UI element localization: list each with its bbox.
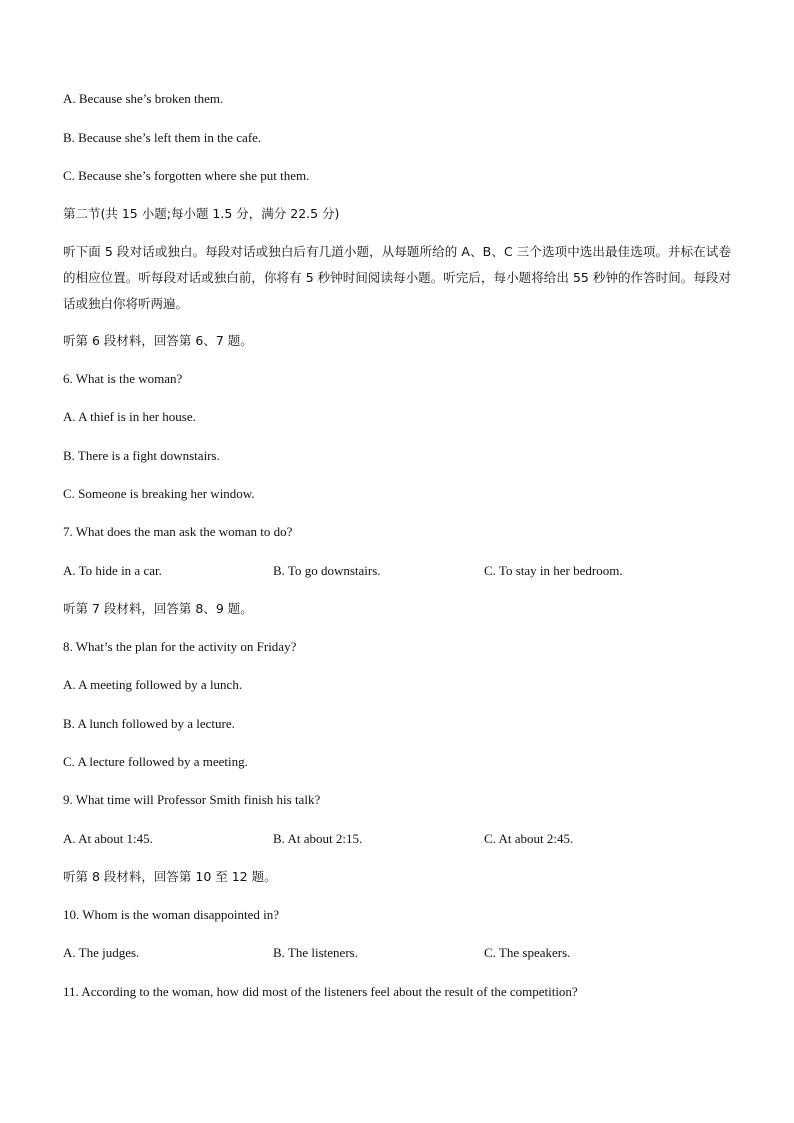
q5-option-b: B. Because she’s left them in the cafe. xyxy=(63,130,262,145)
part6-intro: 听第 6 段材料，回答第 6、7 题。 xyxy=(63,333,253,348)
q9-option-a: A. At about 1:45. xyxy=(63,831,153,846)
q10-option-a: A. The judges. xyxy=(63,945,140,960)
part7-intro: 听第 7 段材料，回答第 8、9 题。 xyxy=(63,601,253,616)
q9-options xyxy=(63,831,733,847)
q7-option-c: C. To stay in her bedroom. xyxy=(484,563,623,578)
q7-option-a: A. To hide in a car. xyxy=(63,563,162,578)
q7-option-b: B. To go downstairs. xyxy=(273,563,381,578)
q8-option-b: B. A lunch followed by a lecture. xyxy=(63,716,235,731)
q6-option-c: C. Someone is breaking her window. xyxy=(63,486,255,501)
q7-options xyxy=(63,563,733,579)
section2-heading: 第二节(共 15 小题;每小题 1.5 分，满分 22.5 分) xyxy=(63,206,340,221)
q11-question: 11. According to the woman, how did most of the listeners feel about the result of the competition? xyxy=(63,984,578,999)
q10-question: 10. Whom is the woman disappointed in? xyxy=(63,907,280,922)
q6-option-a: A. A thief is in her house. xyxy=(63,409,196,424)
q9-option-c: C. At about 2:45. xyxy=(484,831,574,846)
q8-option-a: A. A meeting followed by a lunch. xyxy=(63,677,243,692)
q5-option-a: A. Because she’s broken them. xyxy=(63,91,224,106)
q10-option-b: B. The listeners. xyxy=(273,945,358,960)
q6-option-b: B. There is a fight downstairs. xyxy=(63,448,220,463)
q9-question: 9. What time will Professor Smith finish his talk? xyxy=(63,792,321,807)
q7-question: 7. What does the man ask the woman to do? xyxy=(63,524,293,539)
section2-instructions: 听下面 5 段对话或独白。每段对话或独白后有几道小题，从每题所给的 A、B、C 三个选项中选出最佳选项。并标在试卷的相应位置。听每段对话或独白前，你将有 5 秒钟时间阅读每小题。听完后，每小题将给出 55 秒钟的作答时间。每段对话或独白你将听两遍。 xyxy=(63,244,731,311)
q5-option-c: C. Because she’s forgotten where she put them. xyxy=(63,168,310,183)
q8-option-c: C. A lecture followed by a meeting. xyxy=(63,754,248,769)
q10-options xyxy=(63,945,733,961)
q8-question: 8. What’s the plan for the activity on Friday? xyxy=(63,639,297,654)
exam-page xyxy=(63,0,733,1123)
q9-option-b: B. At about 2:15. xyxy=(273,831,363,846)
q10-option-c: C. The speakers. xyxy=(484,945,571,960)
q6-question: 6. What is the woman? xyxy=(63,371,183,386)
part8-intro: 听第 8 段材料，回答第 10 至 12 题。 xyxy=(63,869,277,884)
